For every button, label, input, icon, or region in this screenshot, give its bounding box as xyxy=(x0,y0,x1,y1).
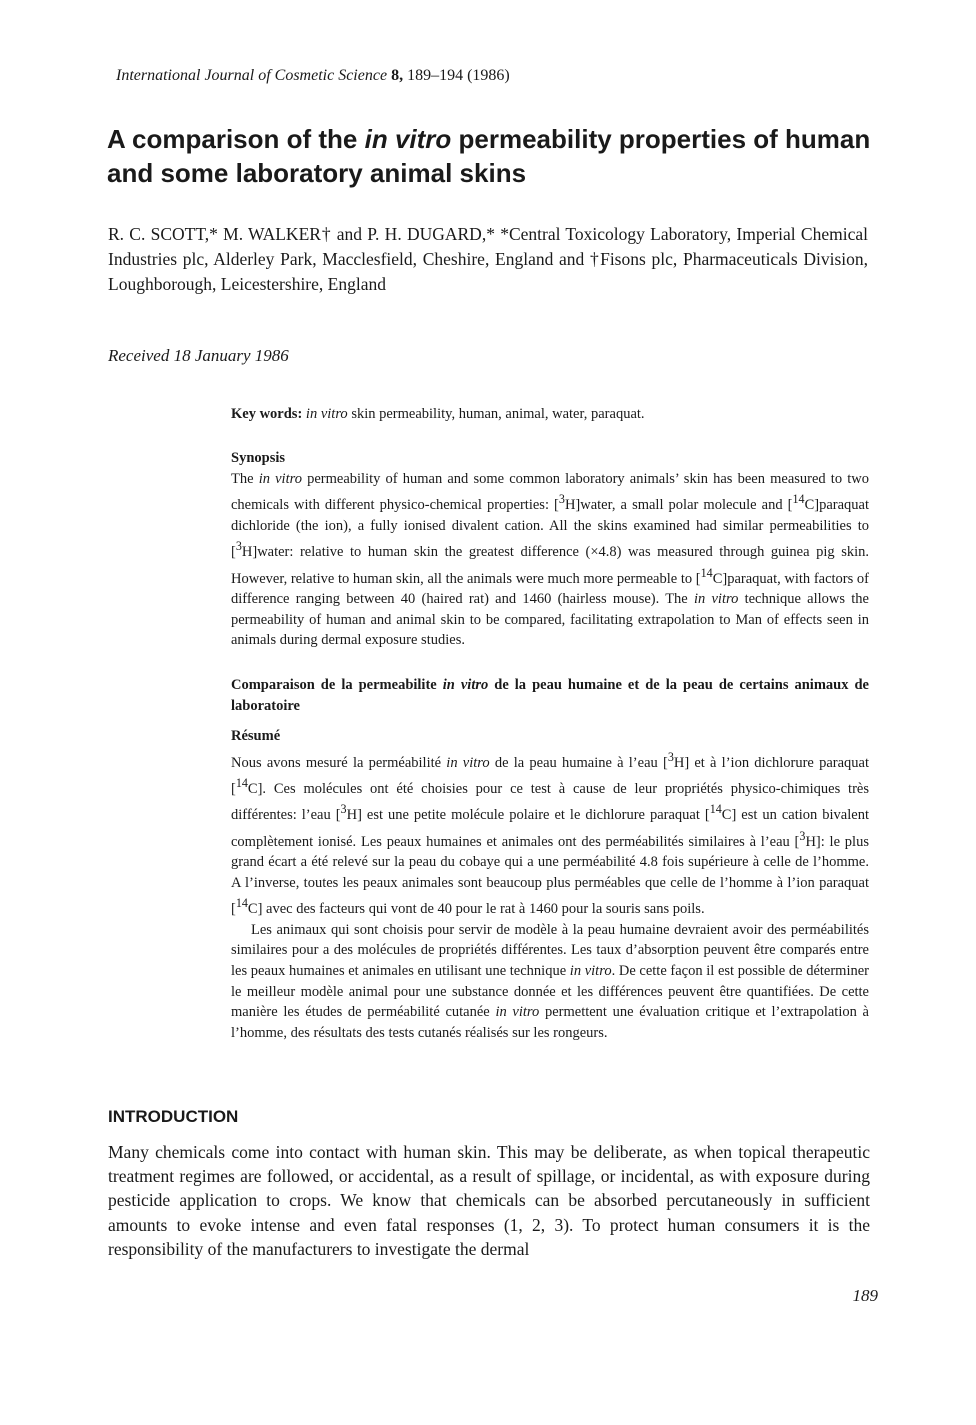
resume-section xyxy=(231,726,869,1043)
synopsis-section xyxy=(231,448,869,651)
journal-volume: 8, xyxy=(391,67,404,84)
journal-pages-year: 189–194 (1986) xyxy=(407,67,510,84)
synopsis-heading: Synopsis xyxy=(231,450,286,466)
resume-paragraph-2: Les animaux qui sont choisis pour servir de modèle à la peau humaine devraient avoir des perméabilités similaires pour a des molécules de propriétés différentes. Les taux d’absorption peuvent être comparés entre les peaux humaines et animales en utilisant une technique in vitro. De cette façon il est possible de déterminer le meilleur modèle animal pour une substance donnée et les différences peuvent être quantifiées. De cette manière les études de perméabilité cutanée in vitro permettent une évaluation critique et l’extrapolation à l’homme, des résultats des tests cutanés réalisés sur les rongeurs. xyxy=(231,921,869,1041)
french-title: Comparaison de la permeabilite in vitro de la peau humaine et de la peau de certains animaux de laboratoire xyxy=(231,677,869,714)
received-date: Received 18 January 1986 xyxy=(108,346,289,365)
journal-name: International Journal of Cosmetic Science xyxy=(116,67,388,84)
author-affiliations: R. C. SCOTT,* M. WALKER† and P. H. DUGARD,* *Central Toxicology Laboratory, Imperial Chemical Industries plc, Alderley Park, Macclesfield, Cheshire, England and †Fisons plc, Pharmaceuticals Division, Loughborough, Leicestershire, England xyxy=(108,224,868,294)
introduction-heading: INTRODUCTION xyxy=(108,1107,239,1126)
introduction-text: Many chemicals come into contact with human skin. This may be deliberate, as when topical therapeutic treatment regimes are followed, or accidental, as a result of spillage, or incidental, as with exposure during pesticide application to crops. We know that chemicals can be absorbed percutaneously in sufficient amounts to evoke intense and even fatal responses (1, 2, 3). To protect human consumers it is the responsibility of the manufacturers to investigate the dermal xyxy=(108,1142,870,1259)
journal-citation xyxy=(116,66,876,86)
resume-paragraph-1: Nous avons mesuré la perméabilité in vitro de la peau humaine à l’eau [$^3$H] et à l’ion dichlorure paraquat [$^{14}$C]. Ces molécules ont été choisies pour ce test à cause de leur propriétés physico-chimiques très différentes: l’eau [$^3$H] est une petite molécule polaire et le dichlorure paraquat [$^{14}$C] est un cation bivalent complètement ionisé. Les peaux humaines et animales ont des perméabilités similaires à l’eau [$^3$H]: le plus grand écart a été relevé sur la peau du cobaye qui a une perméabilité 4.8 fois supérieure à celle de l’homme. A l’inverse, toutes les peaux animales sont beaucoup plus perméables que celle de l’homme à l’ion paraquat [$^{14}$C] avec des facteurs qui vont de 40 pour le rat à 1460 pour la souris sans poils. xyxy=(231,749,869,918)
page-number: 189 xyxy=(852,1286,878,1305)
keywords: Key words: in vitro skin permeability, human, animal, water, paraquat. xyxy=(231,406,645,422)
keywords-label: Key words: xyxy=(231,406,303,422)
paper-title: A comparison of the in vitro permeability properties of human and some laboratory animal skins xyxy=(107,124,871,188)
resume-heading: Résumé xyxy=(231,728,281,744)
synopsis-text: The in vitro permeability of human and some common laboratory animals’ skin has been measured to two chemicals with different physico-chemical properties: [$^3$H]water, a small polar molecule and [$^{14}$C]paraquat dichloride (the ion), a fully ionised divalent cation. All the skins examined had similar permeabilities to [$^3$H]water: relative to human skin the greatest difference (×4.8) was measured through guinea pig skin. However, relative to human skin, all the animals were much more permeable to [$^{14}$C]paraquat, with factors of difference ranging between 40 (haired rat) and 1460 (hairless mouse). The in vitro technique allows the permeability of human and animal skin to be compared, facilitating extrapolation to Man of effects seen in animals during dermal exposure studies. xyxy=(231,470,869,649)
